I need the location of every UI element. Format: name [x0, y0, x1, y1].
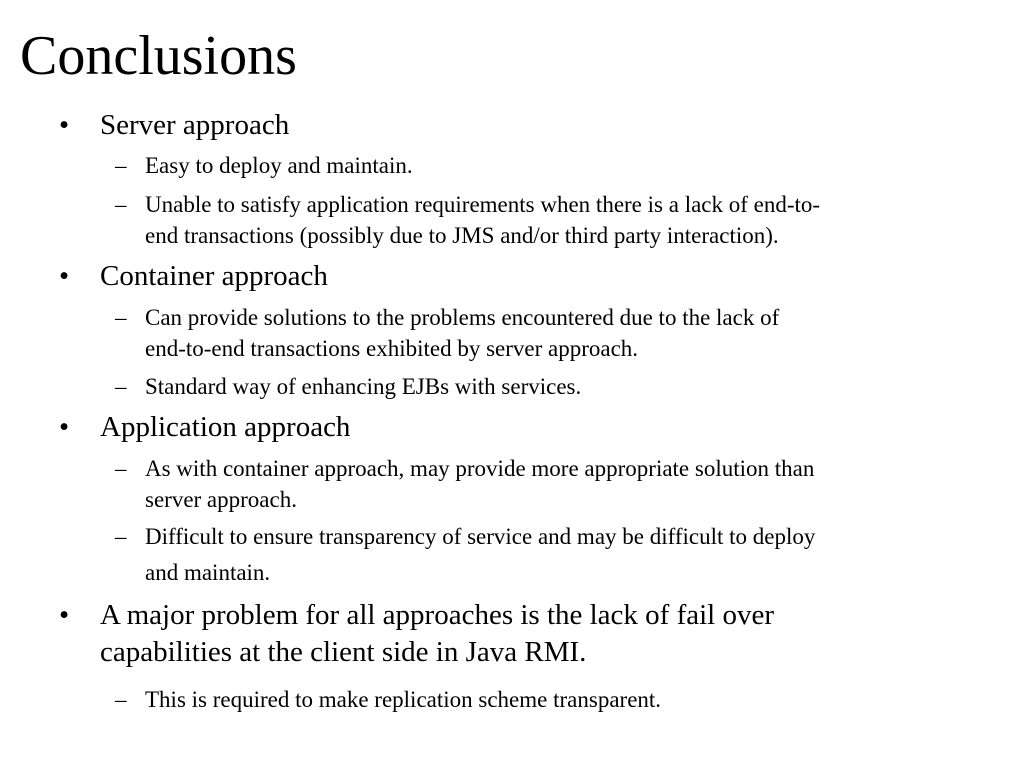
- bullet-major-problem-cont: [100, 634, 586, 670]
- dash-marker: –: [115, 456, 127, 481]
- sub-bullet-application-1: [115, 453, 815, 484]
- bullet-text: Application approach: [100, 411, 351, 443]
- sub-bullet-server-2: [115, 189, 821, 220]
- sub-bullet-text: Easy to deploy and maintain.: [145, 153, 413, 178]
- sub-bullet-server-2-cont: [145, 220, 779, 251]
- sub-bullet-text: As with container approach, may provide more appropriate solution than: [145, 456, 815, 481]
- bullet-text: capabilities at the client side in Java RMI.: [100, 636, 587, 668]
- dash-marker: –: [115, 192, 127, 217]
- sub-bullet-text: and maintain.: [145, 560, 271, 585]
- sub-bullet-text: Unable to satisfy application requirements when there is a lack of end-to-: [145, 192, 821, 217]
- sub-bullet-application-2: [115, 521, 816, 552]
- sub-bullet-text: Difficult to ensure transparency of service and may be difficult to deploy: [145, 524, 816, 549]
- slide-title: Conclusions: [20, 25, 297, 87]
- bullet-major-problem: [59, 597, 775, 633]
- bullet-marker: •: [59, 260, 70, 292]
- bullet-text: A major problem for all approaches is the lack of fail over: [100, 599, 775, 631]
- dash-marker: –: [115, 524, 127, 549]
- sub-bullet-major-1: [115, 684, 662, 715]
- sub-bullet-container-1-cont: [145, 333, 638, 364]
- bullet-server-approach: [59, 107, 290, 143]
- sub-bullet-container-2: [115, 371, 582, 402]
- bullet-text: Server approach: [100, 109, 290, 141]
- dash-marker: –: [115, 153, 127, 178]
- sub-bullet-text: Can provide solutions to the problems encountered due to the lack of: [145, 305, 780, 330]
- sub-bullet-text: This is required to make replication scheme transparent.: [145, 687, 662, 712]
- sub-bullet-container-1: [115, 302, 780, 333]
- bullet-marker: •: [59, 411, 70, 443]
- sub-bullet-text: end transactions (possibly due to JMS and/or third party interaction).: [145, 223, 779, 248]
- sub-bullet-server-1: [115, 150, 413, 181]
- dash-marker: –: [115, 374, 127, 399]
- sub-bullet-application-2-cont: [145, 557, 270, 588]
- bullet-marker: •: [59, 109, 70, 141]
- sub-bullet-text: server approach.: [145, 487, 297, 512]
- sub-bullet-text: Standard way of enhancing EJBs with services.: [145, 374, 582, 399]
- sub-bullet-text: end-to-end transactions exhibited by server approach.: [145, 336, 639, 361]
- bullet-marker: •: [59, 599, 70, 631]
- bullet-text: Container approach: [100, 260, 328, 292]
- dash-marker: –: [115, 305, 127, 330]
- dash-marker: –: [115, 687, 127, 712]
- bullet-container-approach: [59, 258, 328, 294]
- sub-bullet-application-1-cont: [145, 484, 297, 515]
- bullet-application-approach: [59, 409, 351, 445]
